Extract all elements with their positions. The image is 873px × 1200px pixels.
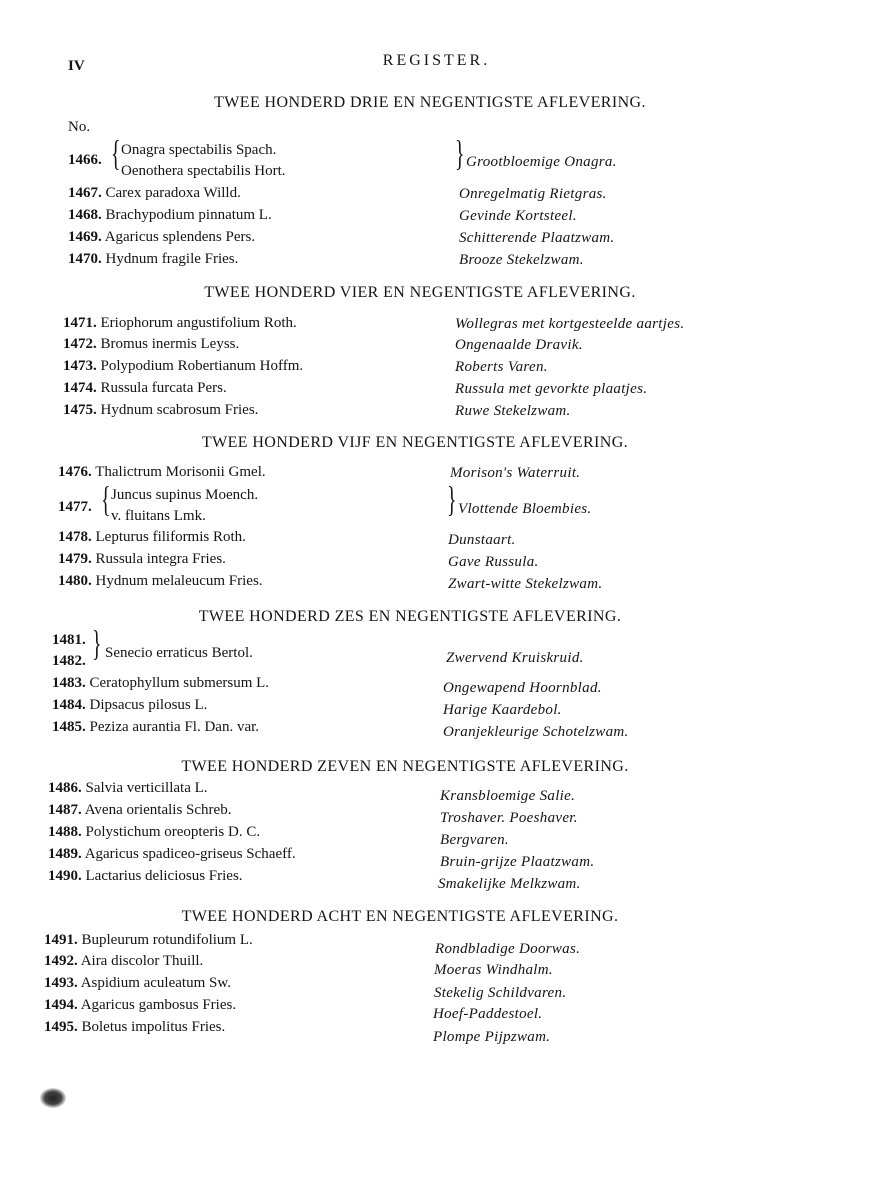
- latin-name: Agaricus gambosus Fries.: [80, 997, 237, 1013]
- dutch-name: Moeras Windhalm.: [434, 962, 553, 978]
- dutch-name: Dunstaart.: [448, 532, 516, 548]
- dutch-name: Kransbloemige Salie.: [440, 788, 576, 804]
- entry-num: 1474.: [63, 380, 97, 396]
- entry-row: [58, 528, 246, 546]
- dutch-name: Bruin-grijze Plaatzwam.: [440, 854, 595, 870]
- entry-row: [44, 952, 203, 970]
- right-brace-icon: }: [455, 133, 465, 173]
- dutch-name: Zwart-witte Stekelzwam.: [448, 576, 603, 592]
- latin-name: Boletus impolitus Fries.: [81, 1019, 226, 1035]
- entry-num: 1491.: [44, 932, 78, 948]
- entry-row: [52, 718, 259, 736]
- entry-row: [63, 379, 227, 397]
- dutch-name: Stekelig Schildvaren.: [434, 985, 567, 1001]
- dutch-name: Onregelmatig Rietgras.: [459, 186, 607, 202]
- entry-row: [52, 674, 269, 692]
- entry-num: 1478.: [58, 529, 92, 545]
- latin-name: Brachypodium pinnatum L.: [105, 207, 272, 223]
- dutch-name: Bergvaren.: [440, 832, 509, 848]
- entry-num: 1492.: [44, 953, 78, 969]
- page-number: IV: [68, 58, 85, 74]
- latin-name: Lepturus filiformis Roth.: [95, 529, 246, 545]
- dutch-name: Smakelijke Melkzwam.: [438, 876, 581, 892]
- ink-smudge: [40, 1088, 66, 1108]
- entry-row: [63, 357, 303, 375]
- entry-num: 1471.: [63, 315, 97, 331]
- left-brace-icon: {: [101, 479, 111, 519]
- entry-num: 1488.: [48, 824, 82, 840]
- latin-name: Ceratophyllum submersum L.: [89, 675, 270, 691]
- entry-number: [52, 652, 86, 670]
- latin-name-line: Onagra spectabilis Spach.: [121, 142, 277, 158]
- entry-row: [68, 184, 241, 202]
- latin-name: Aira discolor Thuill.: [80, 953, 204, 969]
- dutch-name: Schitterende Plaatzwam.: [459, 230, 615, 246]
- entry-num: 1481.: [52, 632, 86, 648]
- dutch-name: Gevinde Kortsteel.: [459, 208, 577, 224]
- left-brace-icon: {: [111, 133, 121, 173]
- latin-name-line: Juncus supinus Moench.: [111, 487, 259, 503]
- entry-row: [52, 696, 207, 714]
- entry-num: 1473.: [63, 358, 97, 374]
- entry-num: 1485.: [52, 719, 86, 735]
- entry-row: [63, 335, 239, 353]
- entry-num: 1475.: [63, 402, 97, 418]
- section-heading: TWEE HONDERD ACHT EN NEGENTIGSTE AFLEVERING.: [181, 908, 619, 925]
- dutch-name: Russula met gevorkte plaatjes.: [455, 381, 648, 397]
- latin-name: Agaricus splendens Pers.: [104, 229, 256, 245]
- entry-num: 1479.: [58, 551, 92, 567]
- dutch-name: Oranjekleurige Schotelzwam.: [443, 724, 629, 740]
- dutch-name: Roberts Varen.: [455, 359, 548, 375]
- entry-row: [48, 867, 243, 885]
- latin-name: Polystichum oreopteris D. C.: [85, 824, 261, 840]
- entry-num: 1482.: [52, 653, 86, 669]
- latin-name: Lactarius deliciosus Fries.: [85, 868, 243, 884]
- entry-row: [58, 463, 266, 481]
- dutch-name: Gave Russula.: [448, 554, 539, 570]
- entry-row: [68, 250, 238, 268]
- entry-number: [52, 631, 86, 649]
- latin-name: Russula integra Fries.: [95, 551, 226, 567]
- latin-name: Aspidium aculeatum Sw.: [80, 975, 231, 991]
- entry-num: 1489.: [48, 846, 82, 862]
- latin-name: Avena orientalis Schreb.: [84, 802, 232, 818]
- latin-name: Thalictrum Morisonii Gmel.: [95, 464, 266, 480]
- entry-num: 1490.: [48, 868, 82, 884]
- dutch-name: Ongenaalde Dravik.: [455, 337, 583, 353]
- latin-name: Hydnum fragile Fries.: [105, 251, 239, 267]
- entry-num: 1469.: [68, 229, 102, 245]
- section-heading: TWEE HONDERD DRIE EN NEGENTIGSTE AFLEVERING.: [214, 94, 646, 111]
- latin-name: Salvia verticillata L.: [85, 780, 208, 796]
- entry-num: 1495.: [44, 1019, 78, 1035]
- entry-row: [48, 801, 231, 819]
- entry-row: [48, 779, 208, 797]
- entry-row: [48, 845, 296, 863]
- entry-num: 1487.: [48, 802, 82, 818]
- dutch-name: Vlottende Bloembies.: [458, 501, 592, 517]
- latin-name-line: v. fluitans Lmk.: [111, 508, 206, 524]
- dutch-name: Ruwe Stekelzwam.: [455, 403, 571, 419]
- latin-name: Dipsacus pilosus L.: [89, 697, 208, 713]
- entry-row: [48, 823, 260, 841]
- entry-num: 1466.: [68, 152, 102, 168]
- latin-name: Agaricus spadiceo-griseus Schaeff.: [84, 846, 296, 862]
- latin-name: Polypodium Robertianum Hoffm.: [100, 358, 304, 374]
- right-brace-icon: }: [447, 479, 457, 519]
- dutch-name: Troshaver. Poeshaver.: [440, 810, 578, 826]
- entry-row: [44, 1018, 225, 1036]
- entry-row: [44, 974, 231, 992]
- latin-name: Russula furcata Pers.: [100, 380, 227, 396]
- entry-num: 1477.: [58, 499, 92, 515]
- entry-num: 1483.: [52, 675, 86, 691]
- latin-name: Peziza aurantia Fl. Dan. var.: [89, 719, 260, 735]
- section-heading: TWEE HONDERD ZEVEN EN NEGENTIGSTE AFLEVERING.: [181, 758, 629, 775]
- entry-num: 1493.: [44, 975, 78, 991]
- dutch-name: Harige Kaardebol.: [443, 702, 562, 718]
- dutch-name: Plompe Pijpzwam.: [433, 1029, 551, 1045]
- entry-num: 1494.: [44, 997, 78, 1013]
- latin-name: Hydnum melaleucum Fries.: [95, 573, 263, 589]
- entry-row: [63, 314, 297, 332]
- entry-row: [44, 996, 236, 1014]
- section-heading: TWEE HONDERD ZES EN NEGENTIGSTE AFLEVERING.: [198, 608, 622, 625]
- right-brace-icon: }: [92, 623, 102, 663]
- dutch-name: Wollegras met kortgesteelde aartjes.: [455, 316, 685, 332]
- entry-row: [68, 228, 255, 246]
- dutch-name: Brooze Stekelzwam.: [459, 252, 584, 268]
- number-column-label: No.: [68, 119, 91, 135]
- running-title: REGISTER.: [382, 52, 491, 69]
- entry-row: [58, 550, 226, 568]
- entry-num: 1480.: [58, 573, 92, 589]
- entry-row: [58, 572, 263, 590]
- entry-row: [63, 401, 258, 419]
- dutch-name: Ongewapend Hoornblad.: [443, 680, 602, 696]
- entry-num: 1484.: [52, 697, 86, 713]
- latin-name: Senecio erraticus Bertol.: [105, 645, 253, 661]
- section-heading: TWEE HONDERD VIJF EN NEGENTIGSTE AFLEVERING.: [201, 434, 629, 451]
- entry-row: [44, 931, 253, 949]
- entry-number: [58, 498, 92, 516]
- latin-name-line: Oenothera spectabilis Hort.: [121, 163, 286, 179]
- latin-name: Bromus inermis Leyss.: [100, 336, 240, 352]
- entry-num: 1476.: [58, 464, 92, 480]
- entry-row: [68, 206, 272, 224]
- entry-num: 1486.: [48, 780, 82, 796]
- entry-num: 1467.: [68, 185, 102, 201]
- entry-num: 1472.: [63, 336, 97, 352]
- dutch-name: Morison's Waterruit.: [450, 465, 581, 481]
- entry-num: 1470.: [68, 251, 102, 267]
- entry-number: [68, 151, 102, 169]
- dutch-name: Hoef-Paddestoel.: [433, 1006, 543, 1022]
- latin-name: Eriophorum angustifolium Roth.: [100, 315, 297, 331]
- section-heading: TWEE HONDERD VIER EN NEGENTIGSTE AFLEVERING.: [204, 284, 636, 301]
- dutch-name: Grootbloemige Onagra.: [466, 154, 617, 170]
- entry-num: 1468.: [68, 207, 102, 223]
- latin-name: Bupleurum rotundifolium L.: [81, 932, 253, 948]
- latin-name: Hydnum scabrosum Fries.: [100, 402, 259, 418]
- latin-name: Carex paradoxa Willd.: [105, 185, 241, 201]
- dutch-name: Zwervend Kruiskruid.: [446, 650, 584, 666]
- dutch-name: Rondbladige Doorwas.: [435, 941, 581, 957]
